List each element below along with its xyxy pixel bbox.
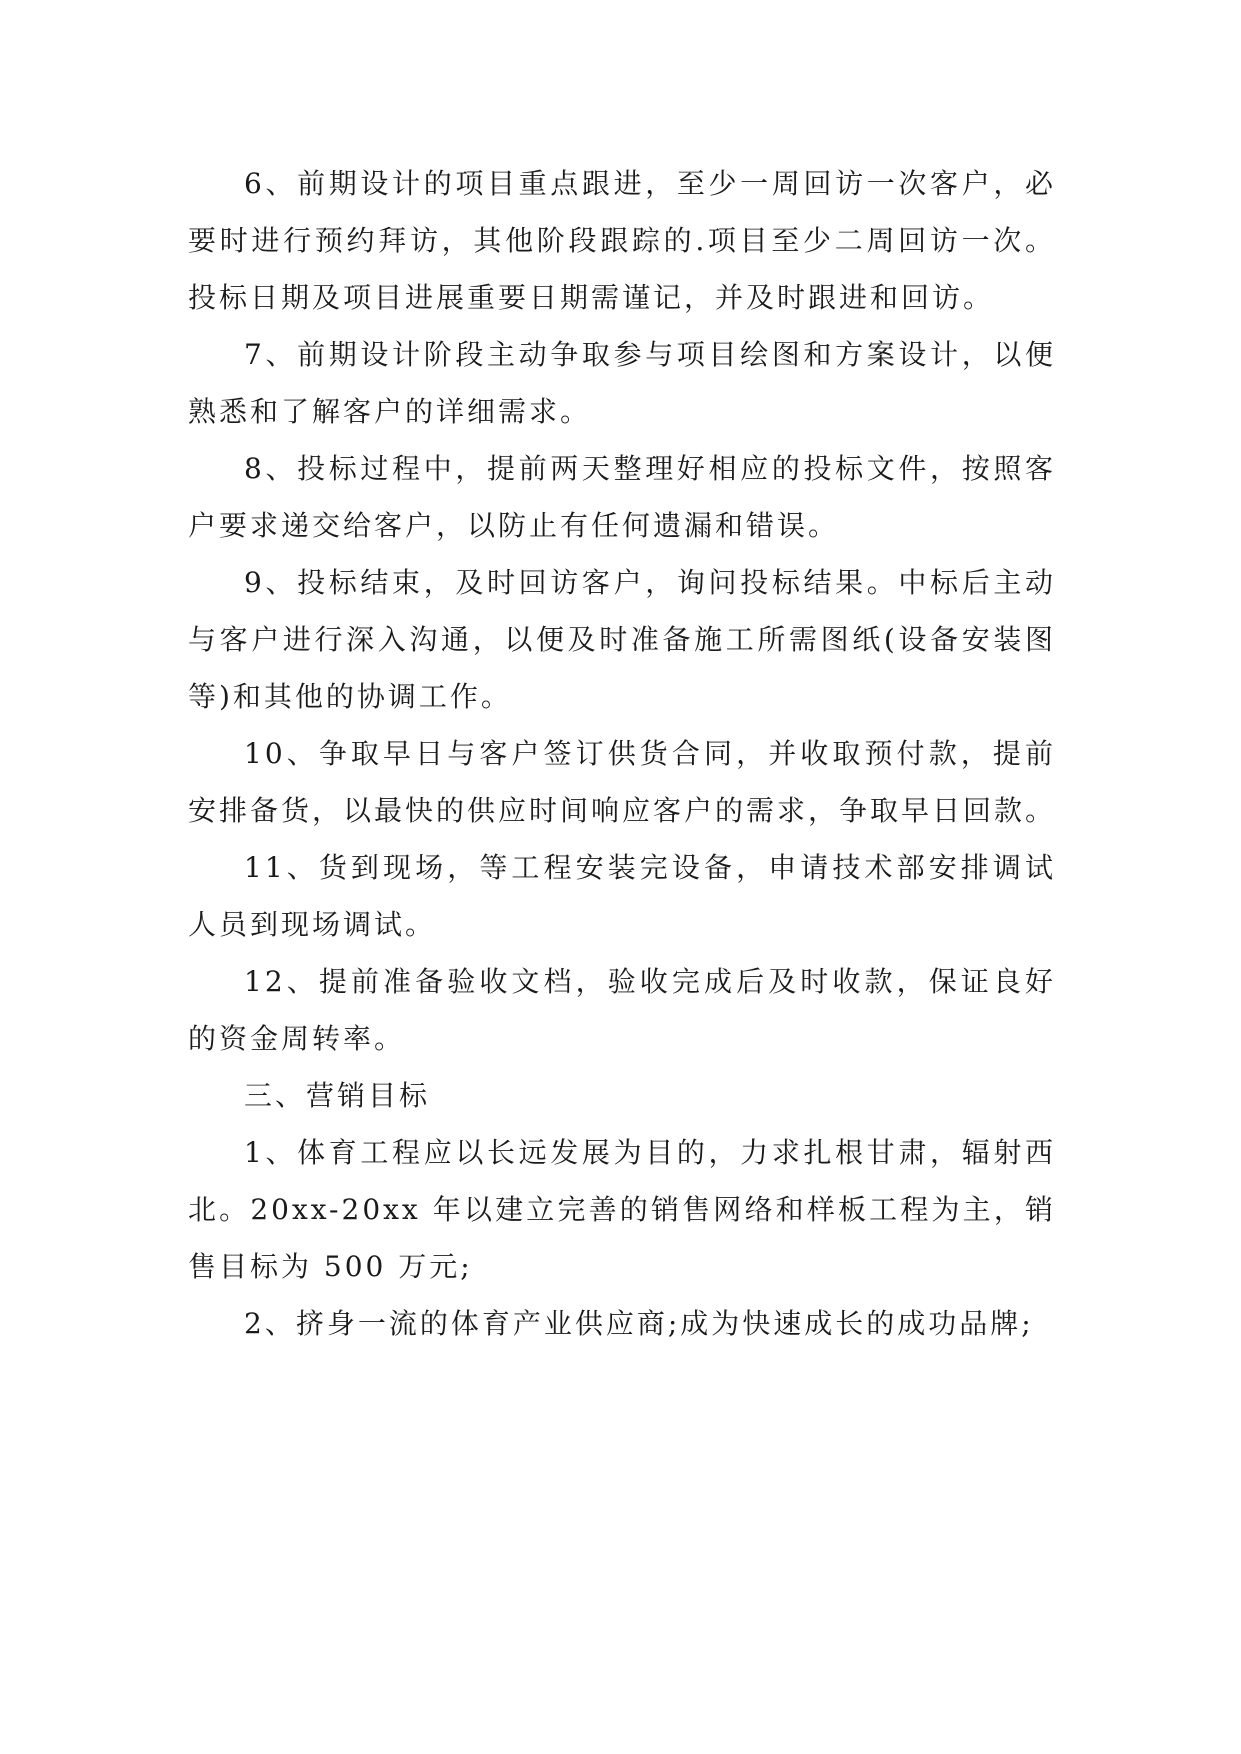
paragraph-goal-1: 1、体育工程应以长远发展为目的，力求扎根甘肃，辐射西北。20xx-20xx 年以建立完善的销售网络和样板工程为主，销售目标为 500 万元;	[188, 1136, 1056, 1283]
section-heading-marketing-goals: 三、营销目标	[244, 1079, 431, 1112]
paragraph-item-6: 6、前期设计的项目重点跟进，至少一周回访一次客户，必要时进行预约拜访，其他阶段跟踪的.项目至少二周回访一次。投标日期及项目进展重要日期需谨记，并及时跟进和回访。	[188, 167, 1056, 314]
paragraph-item-11: 11、货到现场，等工程安装完设备，申请技术部安排调试人员到现场调试。	[188, 851, 1056, 941]
document-page	[188, 155, 1056, 1352]
paragraph-item-7: 7、前期设计阶段主动争取参与项目绘图和方案设计，以便熟悉和了解客户的详细需求。	[188, 338, 1056, 428]
paragraph-item-10: 10、争取早日与客户签订供货合同，并收取预付款，提前安排备货，以最快的供应时间响应客户的需求，争取早日回款。	[188, 737, 1057, 827]
paragraph-item-12: 12、提前准备验收文档，验收完成后及时收款，保证良好的资金周转率。	[188, 965, 1056, 1055]
paragraph-item-8: 8、投标过程中，提前两天整理好相应的投标文件，按照客户要求递交给客户，以防止有任何遗漏和错误。	[188, 452, 1056, 542]
paragraph-item-9: 9、投标结束，及时回访客户，询问投标结果。中标后主动与客户进行深入沟通，以便及时准备施工所需图纸(设备安装图等)和其他的协调工作。	[188, 566, 1056, 713]
paragraph-goal-2: 2、挤身一流的体育产业供应商;成为快速成长的成功品牌;	[244, 1307, 1034, 1340]
